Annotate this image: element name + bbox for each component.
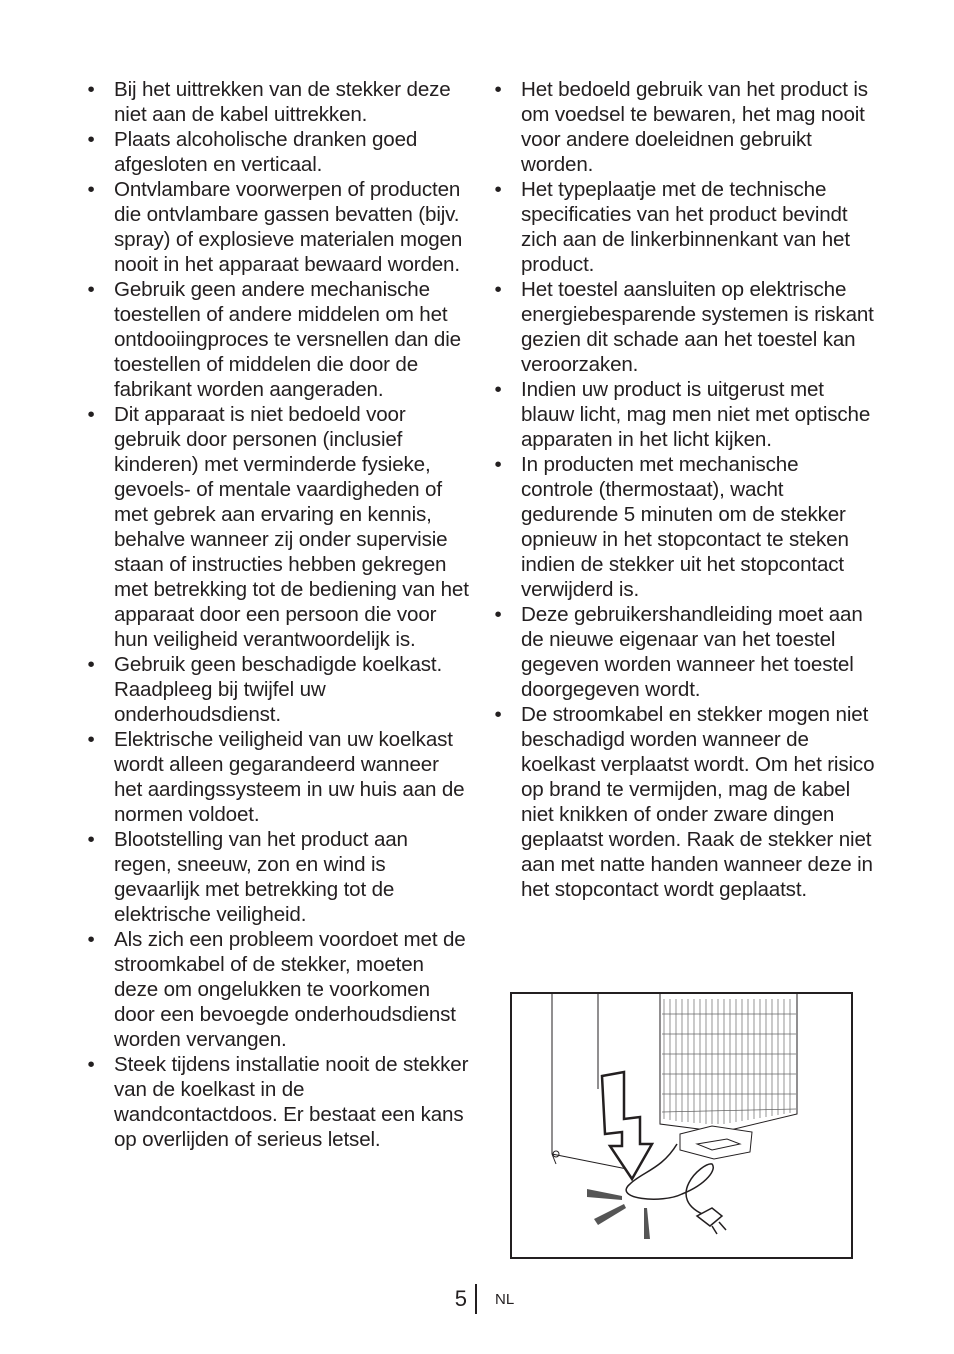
right-column [491,77,876,902]
bullet-icon: • [87,178,95,201]
bullet-icon: • [87,278,95,301]
list-item: • Het bedoeld gebruik van het product is om voedsel te bewaren, het mag nooit voor andere doeleidnen gebruikt worden. [491,77,876,177]
bullet-icon: • [494,703,502,726]
list-item: • Gebruik geen andere mechanische toestellen of andere middelen om het ontdooiingproces te versnellen dan die toestellen of middelen die door de fabrikant worden aangeraden. [84,277,469,402]
list-item: • Het toestel aansluiten op elektrische energiebesparende systemen is riskant gezien dit schade aan het toestel kan veroorzaken. [491,277,876,377]
left-bullet-list [84,77,469,1152]
language-code: NL [495,1291,515,1308]
bullet-icon: • [87,828,95,851]
list-item: • Elektrische veiligheid van uw koelkast wordt alleen gegarandeerd wanneer het aardingssysteem in uw huis aan de normen voldoet. [84,727,469,827]
bullet-icon: • [87,403,95,426]
bullet-icon: • [87,928,95,951]
bullet-icon: • [494,278,502,301]
left-column [84,77,469,1152]
list-item: • Als zich een probleem voordoet met de stroomkabel of de stekker, moeten deze om ongelukken te voorkomen door een bevoegde onderhoudsdienst worden vervangen. [84,927,469,1052]
list-item: • Dit apparaat is niet bedoeld voor gebruik door personen (inclusief kinderen) met verminderde fysieke, gevoels- of mentale vaardigheden of met gebrek aan ervaring en kennis, behalve wanneer zij onder supervisie staan of instructies hebben gekregen met betrekking tot de bediening van het apparaat door een persoon die voor hun veiligheid verantwoordelijk is. [84,402,469,652]
bullet-icon: • [494,453,502,476]
footer-divider [475,1284,477,1314]
fridge-plug-illustration [510,992,853,1259]
bullet-icon: • [494,178,502,201]
bullet-icon: • [494,603,502,626]
bullet-icon: • [87,728,95,751]
list-item: • Blootstelling van het product aan regen, sneeuw, zon en wind is gevaarlijk met betrekking tot de elektrische veiligheid. [84,827,469,927]
bullet-icon: • [87,78,95,101]
list-item: • Het typeplaatje met de technische specificaties van het product bevindt zich aan de linkerbinnenkant van het product. [491,177,876,277]
list-item: • Plaats alcoholische dranken goed afgesloten en verticaal. [84,127,469,177]
list-item: • Ontvlambare voorwerpen of producten die ontvlambare gassen bevatten (bijv. spray) of explosieve materialen mogen nooit in het apparaat bewaard worden. [84,177,469,277]
list-item: • Bij het uittrekken van de stekker deze niet aan de kabel uittrekken. [84,77,469,127]
bullet-icon: • [87,128,95,151]
bullet-icon: • [494,78,502,101]
list-item: • In producten met mechanische controle (thermostaat), wacht gedurende 5 minuten om de stekker opnieuw in het stopcontact te steken indien de stekker uit het stopcontact verwijderd is. [491,452,876,602]
right-bullet-list [491,77,876,902]
list-item: • De stroomkabel en stekker mogen niet beschadigd worden wanneer de koelkast verplaatst wordt. Om het risico op brand te vermijden, mag de kabel niet knikken of onder zware dingen geplaatst worden. Raak de stekker niet aan met natte handen wanneer deze in het stopcontact wordt geplaatst. [491,702,876,902]
list-item: • Steek tijdens installatie nooit de stekker van de koelkast in de wandcontactdoos. Er bestaat een kans op overlijden of serieus letsel. [84,1052,469,1152]
page-number: 5 [454,1286,467,1311]
fridge-back-cable-icon [512,994,851,1257]
list-item: • Gebruik geen beschadigde koelkast. Raadpleeg bij twijfel uw onderhoudsdienst. [84,652,469,727]
list-item: • Indien uw product is uitgerust met blauw licht, mag men niet met optische apparaten in het licht kijken. [491,377,876,452]
list-item: • Deze gebruikershandleiding moet aan de nieuwe eigenaar van het toestel gegeven worden wanneer het toestel doorgegeven wordt. [491,602,876,702]
bullet-icon: • [87,653,95,676]
bullet-icon: • [494,378,502,401]
bullet-icon: • [87,1053,95,1076]
page-footer [0,1284,954,1316]
